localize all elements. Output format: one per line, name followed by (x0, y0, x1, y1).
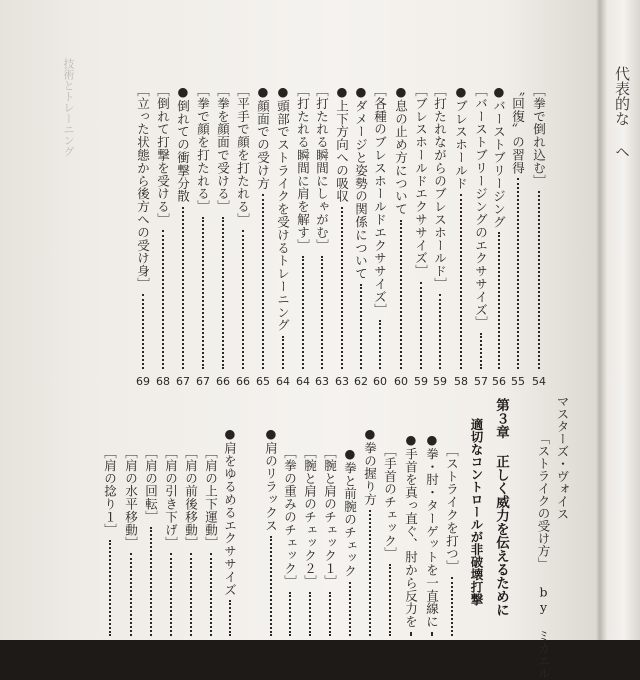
toc-leader-dots (302, 256, 304, 369)
toc-leader-dots (170, 553, 172, 636)
toc-entry-title: ●上下方向への吸収 (334, 84, 350, 203)
toc-leader-dots (451, 577, 453, 636)
toc-entry-title: ●頭部でストライクを受けるトレーニング (275, 84, 291, 332)
toc-leader-dots (109, 540, 111, 636)
masters-voice-title: 「ストライクの受け方」 by ミカエル (536, 432, 551, 680)
toc-leader-dots (289, 592, 291, 636)
toc-entry-title: ［拳を顔面で受ける］ (215, 84, 231, 213)
toc-entry (413, 84, 429, 388)
toc-page-number: 66 (216, 375, 230, 388)
toc-entry (282, 446, 298, 640)
toc-leader-dots (379, 320, 381, 369)
toc-entry (255, 84, 271, 388)
toc-leader-dots (321, 256, 323, 369)
toc-leader-dots (400, 220, 402, 370)
toc-entry-title: ［各種のブレスホールドエクササイズ］ (372, 84, 388, 317)
toc-entry-title: ［拳で顔を打たれる］ (195, 84, 211, 213)
toc-entry-title: ［拳の重みのチェック］ (282, 446, 298, 588)
toc-entry-title: ［肩の上下運動］ (203, 446, 219, 550)
toc-entry-title: ［肩の回転］ (143, 446, 159, 524)
toc-entry (393, 84, 409, 388)
toc-entry (510, 84, 526, 388)
toc-entry-title: ●肩をゆるめるエクササイズ (222, 426, 238, 597)
toc-entry-title: ［腕と肩のチェック２］ (302, 446, 318, 588)
toc-leader-dots (538, 191, 540, 369)
toc-page-number: 59 (433, 375, 447, 388)
toc-page-number: 67 (196, 375, 210, 388)
toc-entry-title: ［肩の前後移動］ (183, 446, 199, 550)
toc-leader-dots (498, 232, 500, 369)
toc-entry (382, 444, 398, 640)
toc-entry (372, 84, 388, 388)
toc-entry-title: ［平手で顔を打たれる］ (235, 84, 251, 226)
toc-page-number: 60 (373, 375, 387, 388)
toc-entry (432, 84, 448, 388)
toc-entry (175, 84, 191, 388)
toc-entry (215, 84, 231, 388)
toc-leader-dots (439, 294, 441, 369)
toc-entry (143, 446, 159, 640)
toc-entry-title: ●拳・肘・ターゲットを一直線に (424, 432, 440, 628)
toc-entry-title: ［倒れて打撃を受ける］ (155, 84, 171, 226)
toc-leader-dots (369, 510, 371, 636)
toc-entry-title: ●ダメージと姿勢の関係について (353, 84, 369, 280)
toc-entry (102, 446, 118, 640)
toc-entry-title: ［腕と肩のチェック１］ (322, 446, 338, 588)
toc-page-number: 55 (511, 375, 525, 388)
toc-entry (275, 84, 291, 388)
toc-entry-title: ●手首を真っ直ぐ、肘から反力を (403, 432, 419, 628)
toc-page-number: 66 (236, 375, 250, 388)
toc-entry (203, 446, 219, 640)
toc-entry (123, 446, 139, 640)
toc-entry (302, 446, 318, 640)
toc-leader-dots (410, 632, 412, 636)
toc-leader-dots (431, 632, 433, 636)
toc-entry-title: ［拳で倒れ込む］ (531, 84, 547, 188)
toc-entry (362, 426, 378, 640)
toc-leader-dots (349, 582, 351, 637)
toc-leader-dots (229, 600, 231, 636)
toc-leader-dots (262, 194, 264, 369)
toc-leader-dots (309, 592, 311, 636)
toc-entry (322, 446, 338, 640)
toc-entry (342, 446, 358, 640)
toc-entry (163, 446, 179, 640)
toc-entry (491, 84, 507, 388)
toc-page-number: 65 (256, 375, 270, 388)
toc-leader-dots (242, 230, 244, 369)
toc-entry (195, 84, 211, 388)
toc-leader-dots (329, 592, 331, 636)
toc-entry-title: ［打たれる瞬間に肩を解す］ (295, 84, 311, 252)
toc-leader-dots (360, 284, 362, 369)
toc-leader-dots (282, 336, 284, 369)
toc-entry-title: ●ブレスホールド (453, 84, 469, 190)
toc-leader-dots (341, 207, 343, 369)
toc-leader-dots (222, 217, 224, 369)
toc-entry-title: ［立った状態から後方への受け身］ (135, 84, 151, 291)
toc-leader-dots (190, 553, 192, 636)
toc-leader-dots (270, 536, 272, 636)
toc-entry (135, 84, 151, 388)
toc-page-number: 59 (414, 375, 428, 388)
toc-page-number: 67 (176, 375, 190, 388)
toc-page-number: 64 (296, 375, 310, 388)
toc-entry (334, 84, 350, 388)
toc-entry (424, 432, 440, 640)
toc-entry-title: ［ストライクを打つ］ (444, 444, 460, 573)
toc-leader-dots (130, 553, 132, 636)
toc-page-number: 64 (276, 375, 290, 388)
toc-entry-title: ●拳と前腕のチェック (342, 446, 358, 578)
facing-page-text: 代表的な ヘ (613, 66, 631, 159)
toc-leader-dots (517, 178, 519, 369)
toc-entry-title: ［バーストブリージングのエクササイズ］ (473, 84, 489, 330)
toc-leader-dots (150, 527, 152, 636)
toc-leader-dots (202, 217, 204, 369)
toc-entry (155, 84, 171, 388)
toc-page-number: 56 (492, 375, 506, 388)
toc-entry (473, 84, 489, 388)
toc-entry-title: ［手首のチェック］ (382, 444, 398, 561)
masters-voice-label: マスターズ・ヴォイス (555, 395, 570, 520)
toc-entry-title: ［肩の水平移動］ (123, 446, 139, 550)
toc-leader-dots (480, 333, 482, 369)
toc-entry-title: ●倒れての衝撃分散 (175, 84, 191, 203)
toc-page-number: 57 (474, 375, 488, 388)
toc-entry (263, 426, 279, 640)
toc-entry-title: ●息の止め方について (393, 84, 409, 216)
toc-page-number: 63 (335, 375, 349, 388)
toc-entry-title: ［肩の捻り１］ (102, 446, 118, 537)
toc-leader-dots (460, 194, 462, 369)
toc-leader-dots (142, 294, 144, 369)
toc-page-number: 69 (136, 375, 150, 388)
toc-leader-dots (210, 553, 212, 636)
faded-header-text: 技術とトレーニング (62, 58, 75, 157)
toc-page-number: 60 (394, 375, 408, 388)
toc-entry-title: ●肩のリラックス (263, 426, 279, 532)
toc-entry (295, 84, 311, 388)
toc-page-number: 58 (454, 375, 468, 388)
toc-page-number: 63 (315, 375, 329, 388)
toc-leader-dots (162, 230, 164, 369)
toc-entry (353, 84, 369, 388)
toc-page-number: 54 (532, 375, 546, 388)
toc-entry (444, 444, 460, 640)
toc-entry (453, 84, 469, 388)
toc-entry-title: ●バーストブリージング (491, 84, 507, 229)
chapter-heading: 第３章 正しく威力を伝えるために (493, 398, 509, 617)
toc-entry-title: ［打たれる瞬間にしゃがむ］ (314, 84, 330, 252)
toc-entry-title: ●顔面での受け方 (255, 84, 271, 190)
toc-entry-title: ［打たれながらのブレスホールド］ (432, 84, 448, 291)
toc-entry (222, 426, 238, 640)
toc-entry (314, 84, 330, 388)
toc-entry (183, 446, 199, 640)
chapter-subtitle: 適切なコントロールが非破壊打撃 (469, 418, 484, 606)
toc-entry-title: ［肩の引き下げ］ (163, 446, 179, 550)
toc-leader-dots (182, 207, 184, 369)
toc-entry-title: ［ブレスホールドエクササイズ］ (413, 84, 429, 278)
toc-leader-dots (389, 564, 391, 636)
toc-page-number: 62 (354, 375, 368, 388)
toc-entry-title: 〝回復〟の習得 (510, 84, 526, 175)
toc-entry (531, 84, 547, 388)
toc-entry (403, 432, 419, 640)
toc-entry-title: ●拳の握り方 (362, 426, 378, 506)
toc-leader-dots (420, 282, 422, 370)
toc-entry (235, 84, 251, 388)
toc-page-number: 68 (156, 375, 170, 388)
